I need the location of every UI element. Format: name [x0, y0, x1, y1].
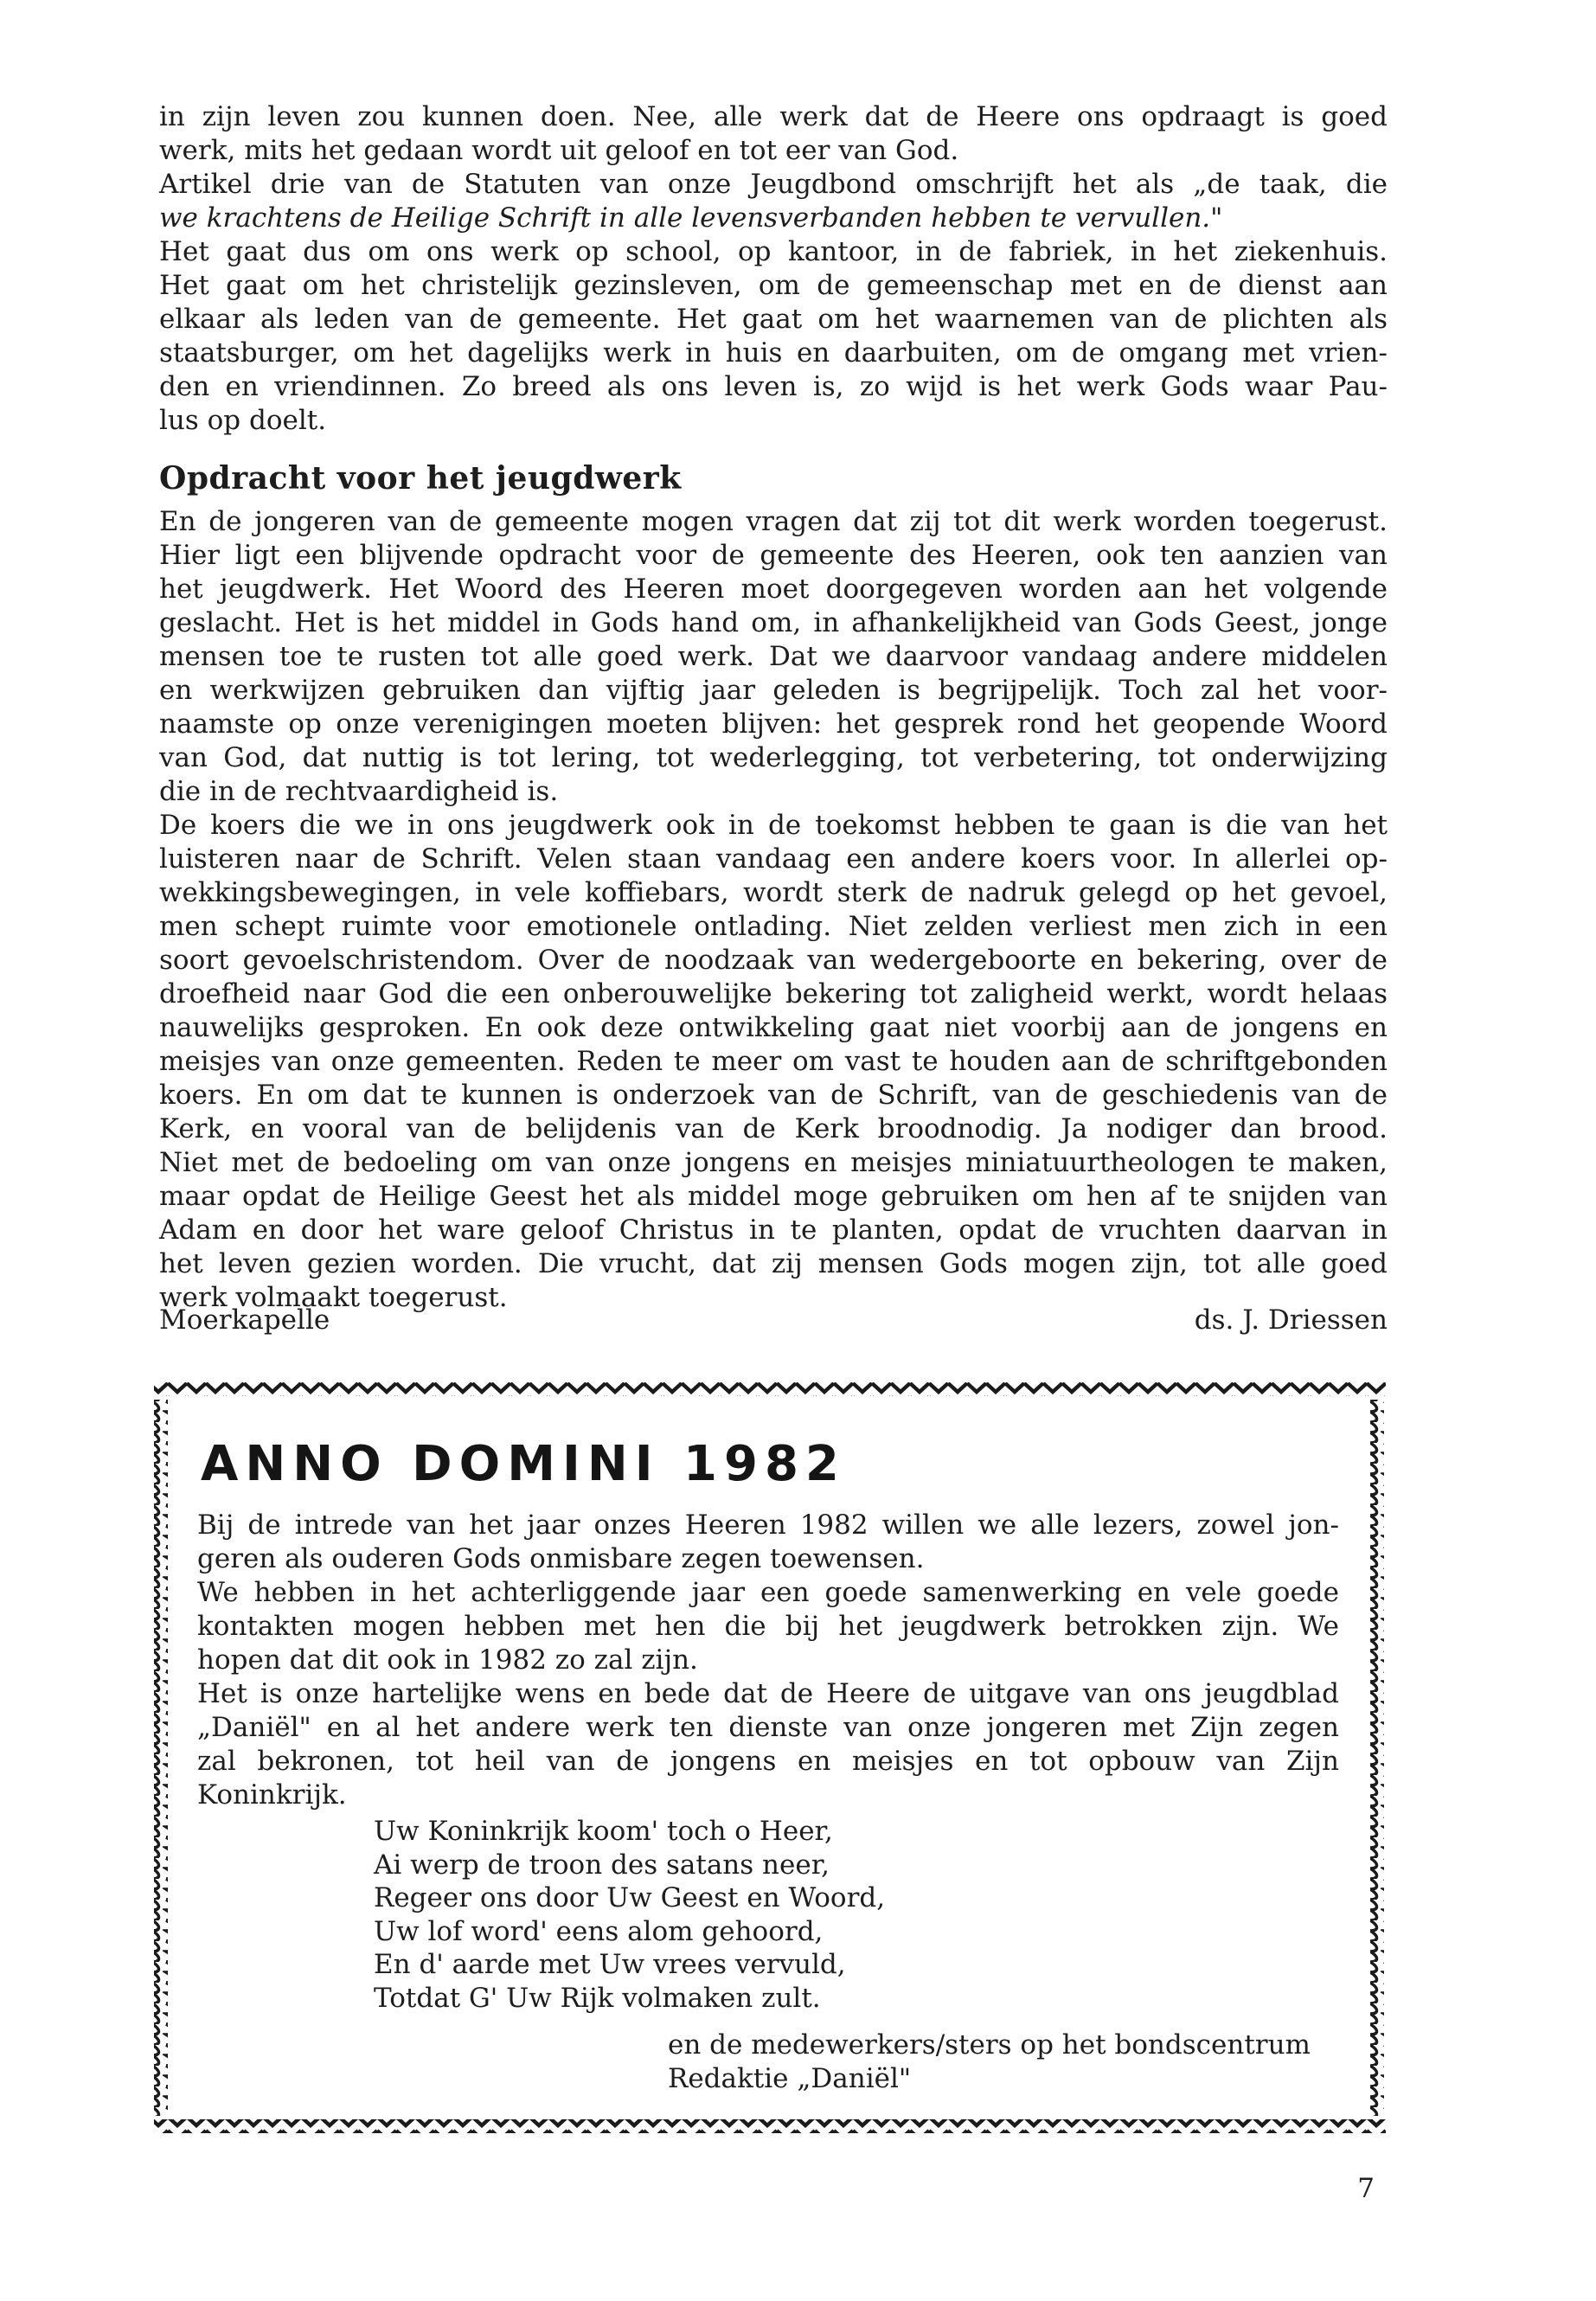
text-line: soort gevoelschristendom. Over de noodzaak van wedergeboorte en bekering, over de [159, 945, 1388, 976]
text-line: zal bekronen, tot heil van de jongens en meisjes en tot opbouw van Zijn [197, 1746, 1339, 1777]
text-line: die in de rechtvaardigheid is. [159, 776, 559, 807]
text-line: het jeugdwerk. Het Woord des Heeren moet doorgegeven worden aan het volgende [159, 574, 1388, 605]
text-line: En de jongeren van de gemeente mogen vragen dat zij tot dit werk worden toegerust. [159, 506, 1388, 537]
author-name: ds. J. Driessen [1194, 1304, 1388, 1336]
text-line: De koers die we in ons jeugdwerk ook in de toekomst hebben te gaan is die van het [159, 810, 1388, 841]
text-line: Adam en door het ware geloof Christus in te planten, opdat de vruchten daarvan in [159, 1215, 1388, 1246]
text-line: werk volmaakt toegerust. [159, 1282, 508, 1313]
text-line: „Daniël" en al het andere werk ten dienste van onze jongeren met Zijn zegen [197, 1712, 1339, 1743]
text-line: wekkingsbewegingen, in vele koffiebars, wordt sterk de nadruk gelegd op het gevoel, [159, 877, 1388, 908]
border-left [154, 1400, 168, 2116]
text-line: lus op doelt. [159, 405, 327, 436]
text-line: meisjes van onze gemeenten. Reden te meer om vast te houden aan de schriftgebonden [159, 1046, 1388, 1077]
poem-line: En d' aarde met Uw vrees vervuld, [374, 1949, 846, 1980]
poem-line: Ai werp de troon des satans neer, [374, 1849, 830, 1881]
text-line: luisteren naar de Schrift. Velen staan vandaag een andere koers voor. In allerlei op- [159, 843, 1388, 875]
border-right [1370, 1400, 1384, 2116]
text-line: geslacht. Het is het middel in Gods hand om, in afhankelijkheid van Gods Geest, jonge [159, 607, 1388, 638]
text-line: staatsburger, om het dagelijks werk in huis en daarbuiten, om de omgang met vrien- [159, 337, 1388, 369]
text-line: Het gaat dus om ons werk op school, op kantoor, in de fabriek, in het ziekenhuis. [159, 236, 1388, 267]
text-line: Bij de intrede van het jaar onzes Heeren 1982 willen we alle lezers, zowel jon- [197, 1509, 1339, 1541]
poem-line: Uw Koninkrijk koom' toch o Heer, [374, 1816, 833, 1847]
poem-line: Totdat G' Uw Rijk volmaken zult. [374, 1982, 821, 2014]
text-line: Hier ligt een blijvende opdracht voor de gemeente des Heeren, ook ten aanzien van [159, 540, 1388, 571]
box-text [197, 1509, 1339, 1812]
closing-signature [668, 2029, 1311, 2095]
place-name: Moerkapelle [159, 1304, 330, 1336]
article-body [159, 505, 1388, 1315]
text-line: maar opdat de Heilige Geest het als middel moge gebruiken om hen af te snijden van [159, 1181, 1388, 1212]
text-line: in zijn leven zou kunnen doen. Nee, alle werk dat de Heere ons opdraagt is goed [159, 101, 1388, 132]
section-heading: Opdracht voor het jeugdwerk [159, 460, 682, 497]
poem-line: Uw lof word' eens alom gehoord, [374, 1915, 824, 1947]
text-line: kontakten mogen hebben met hen die bij het jeugdwerk betrokken zijn. We [197, 1611, 1339, 1642]
text-line: en werkwijzen gebruiken dan vijftig jaar geleden is begrijpelijk. Toch zal het voor- [159, 675, 1388, 706]
closing-line: Redaktie „Daniël" [668, 2062, 912, 2094]
border-top [154, 1382, 1386, 1396]
text-line: droefheid naar God die een onberouwelijke bekering tot zaligheid werkt, wordt helaas [159, 978, 1388, 1009]
closing-line: en de medewerkers/sters op het bondscentrum [668, 2029, 1311, 2061]
text-line: geren als ouderen Gods onmisbare zegen toewensen. [197, 1543, 925, 1574]
poem [374, 1815, 885, 2015]
box-title: ANNO DOMINI 1982 [201, 1436, 846, 1492]
article-intro [159, 100, 1388, 438]
text-line: Artikel drie van de Statuten van onze Jeugdbond omschrijft het als „de taak, die [159, 169, 1388, 200]
text-line: werk, mits het gedaan wordt uit geloof en tot eer van God. [159, 135, 959, 166]
text-line: elkaar als leden van de gemeente. Het gaat om het waarnemen van de plichten als [159, 304, 1388, 335]
text-line: nauwelijks gesproken. En ook deze ontwikkeling gaat niet voorbij aan de jongens en [159, 1012, 1388, 1043]
text-line: We hebben in het achterliggende jaar een goede samenwerking en vele goede [197, 1577, 1339, 1608]
text-line: koers. En om dat te kunnen is onderzoek van de Schrift, van de geschiedenis van de [159, 1080, 1388, 1111]
text-line: men schept ruimte voor emotionele ontlading. Niet zelden verliest men zich in een [159, 911, 1388, 942]
text-line: mensen toe te rusten tot alle goed werk. Dat we daarvoor vandaag andere middelen [159, 641, 1388, 672]
text-line: het leven gezien worden. Die vrucht, dat zij mensen Gods mogen zijn, tot alle goed [159, 1248, 1388, 1279]
text-line: Het is onze hartelijke wens en bede dat de Heere de uitgave van ons jeugdblad [197, 1678, 1339, 1709]
text-line: Niet met de bedoeling om van onze jongens en meisjes miniatuurtheologen te maken, [159, 1147, 1388, 1178]
poem-line: Regeer ons door Uw Geest en Woord, [374, 1882, 886, 1913]
text-line: hopen dat dit ook in 1982 zo zal zijn. [197, 1644, 698, 1676]
text-line: den en vriendinnen. Zo breed als ons leven is, zo wijd is het werk Gods waar Pau- [159, 371, 1388, 402]
text-line: van God, dat nuttig is tot lering, tot wederlegging, tot verbetering, tot onderwijzing [159, 742, 1388, 773]
page-number: 7 [1357, 2173, 1375, 2204]
text-line: Kerk, en vooral van de belijdenis van de Kerk broodnodig. Ja nodiger dan brood. [159, 1113, 1388, 1144]
border-bottom [154, 2119, 1386, 2133]
text-line: Het gaat om het christelijk gezinsleven, om de gemeenschap met en de dienst aan [159, 270, 1388, 301]
text-line: naamste op onze verenigingen moeten blijven: het gesprek rond het geopende Woord [159, 708, 1388, 740]
text-line: Koninkrijk. [197, 1779, 347, 1811]
text-line: we krachtens de Heilige Schrift in alle levensverbanden hebben te vervullen." [159, 202, 1223, 234]
